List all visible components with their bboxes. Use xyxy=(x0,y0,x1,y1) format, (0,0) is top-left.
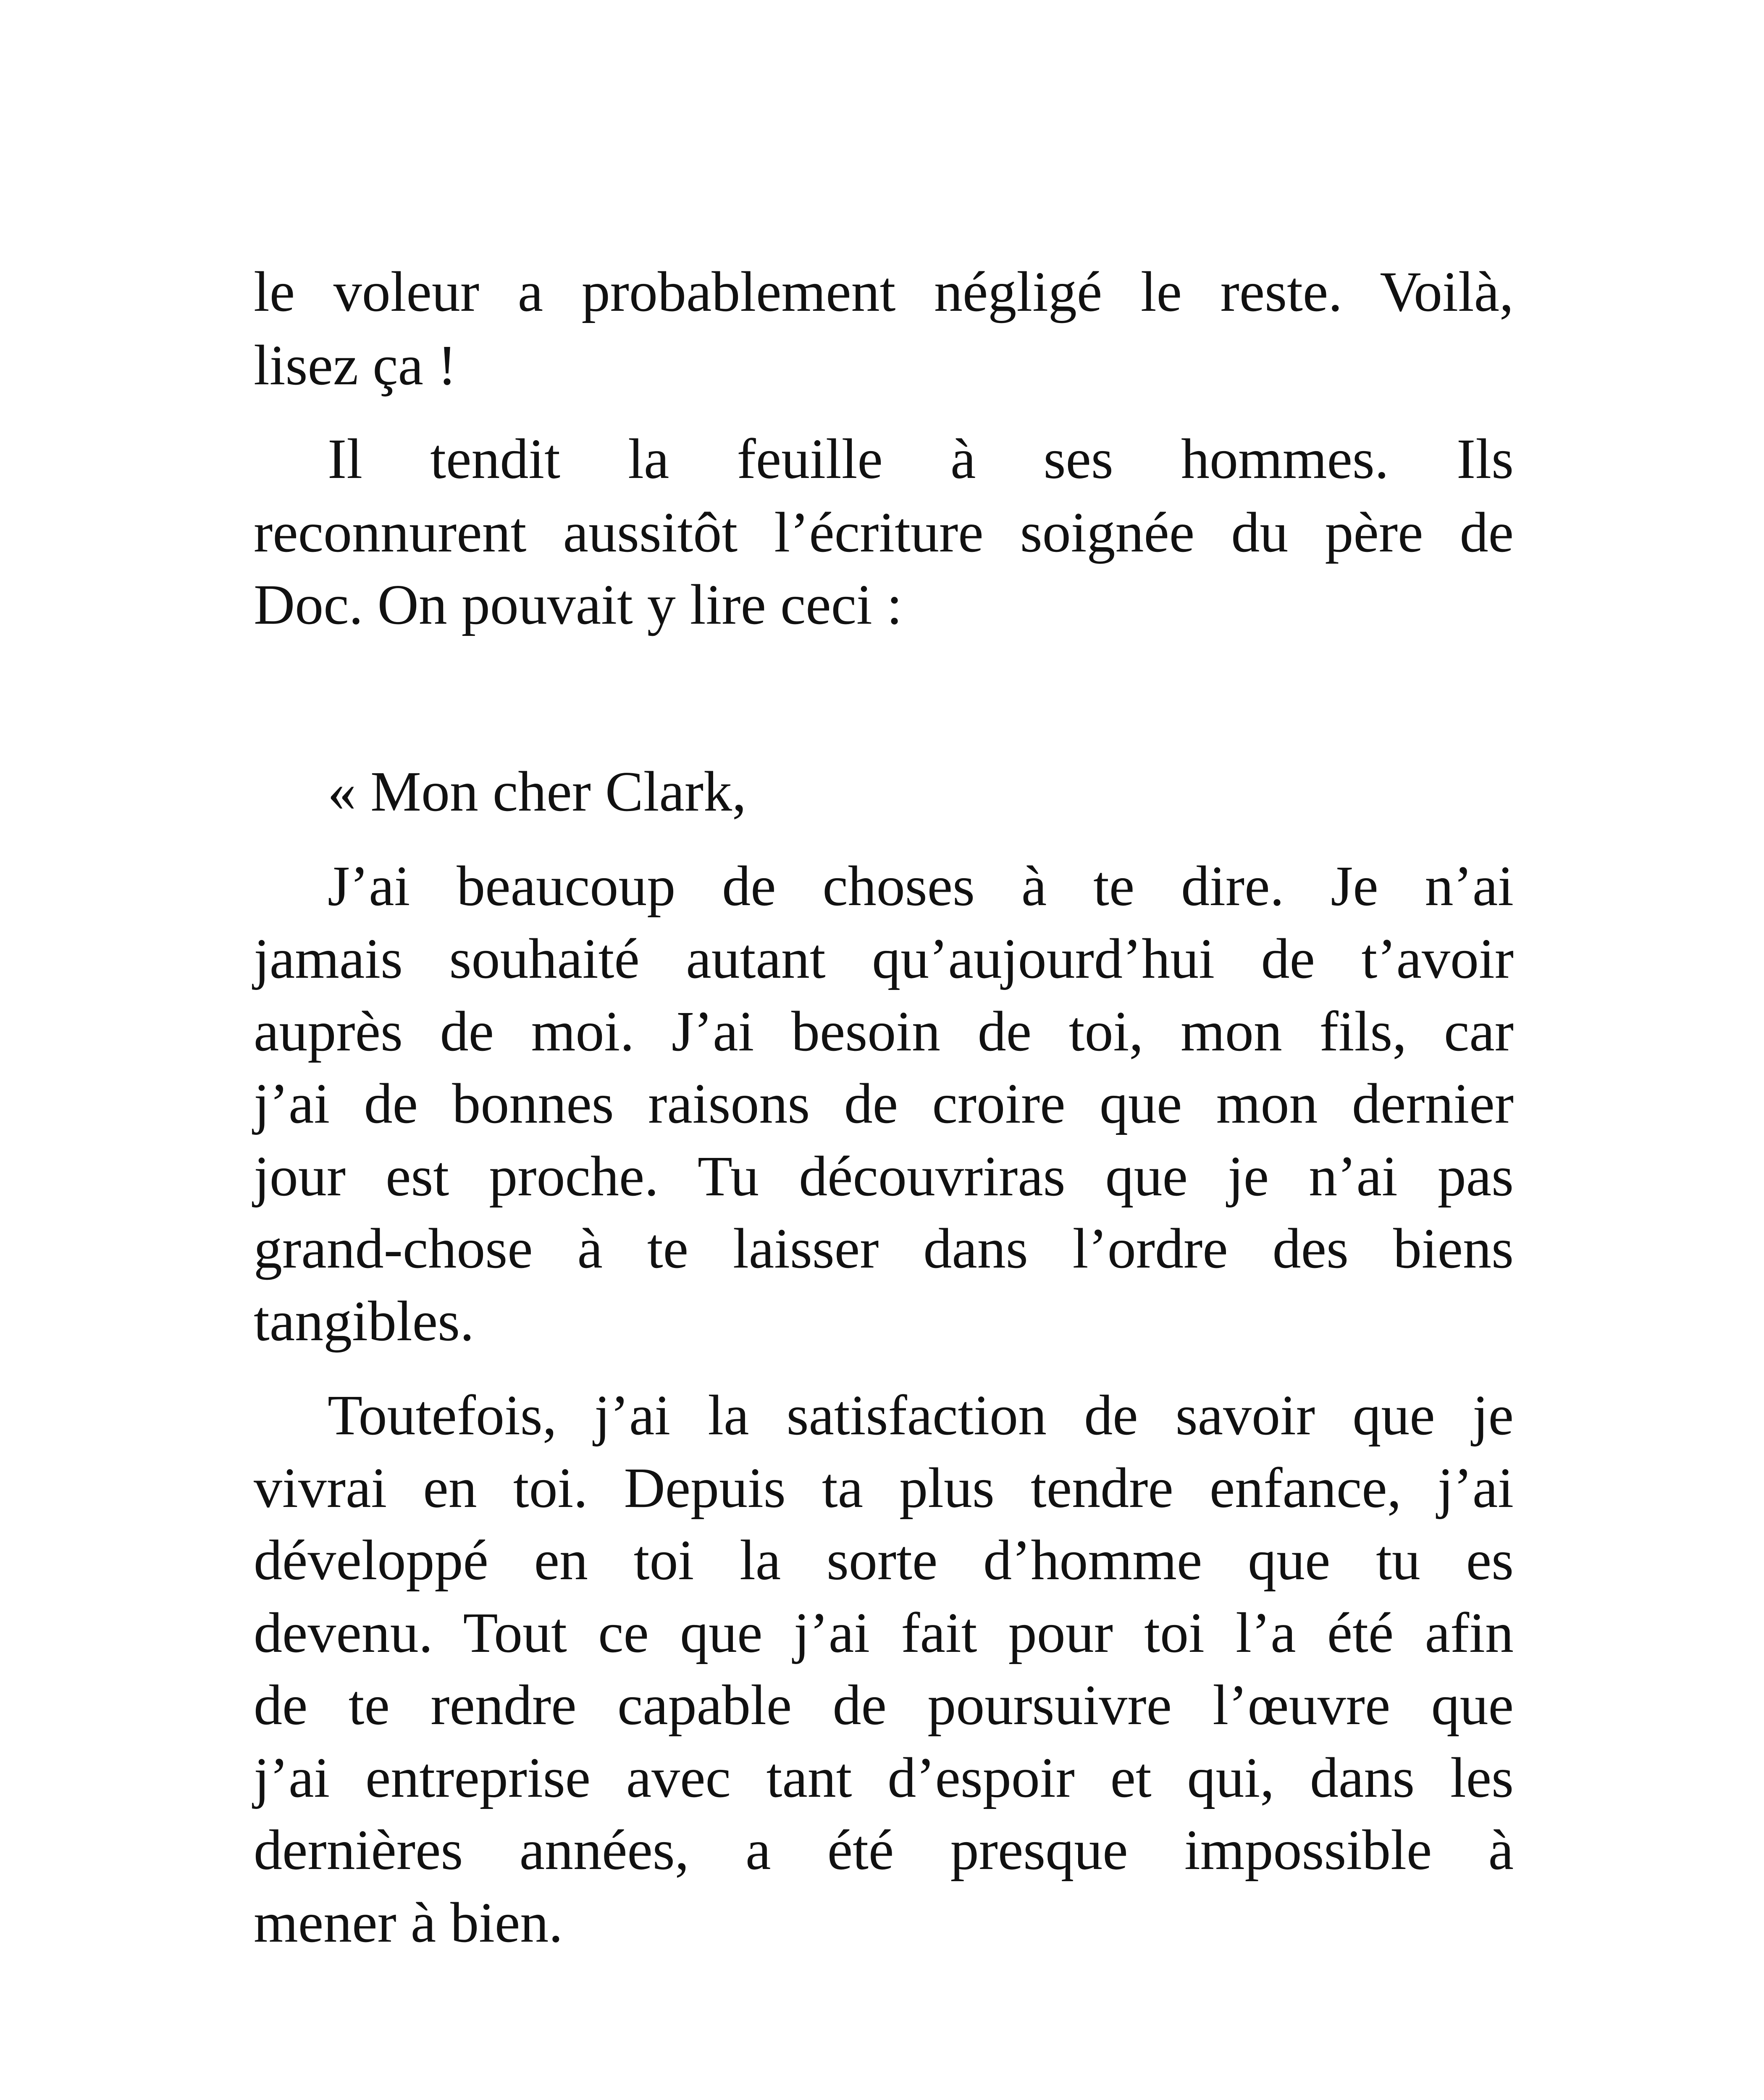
paragraph-first-line: Toutefois, j’ai la satisfaction de savoir que je xyxy=(328,1384,1514,1447)
text-line: le voleur a probablement négligé le reste. Voilà, xyxy=(254,260,1514,323)
text-line: tangibles. xyxy=(254,1290,475,1353)
text-line: reconnurent aussitôt l’écriture soignée du père de xyxy=(254,501,1514,564)
text-line: j’ai entreprise avec tant d’espoir et qui, dans les xyxy=(254,1746,1514,1809)
text-line: grand-chose à te laisser dans l’ordre des biens xyxy=(254,1217,1514,1280)
text-line: mener à bien. xyxy=(254,1891,563,1954)
text-line: Doc. On pouvait y lire ceci : xyxy=(254,573,903,636)
letter-salutation: « Mon cher Clark, xyxy=(328,760,747,823)
text-line: j’ai de bonnes raisons de croire que mon dernier xyxy=(254,1072,1514,1135)
text-line: vivrai en toi. Depuis ta plus tendre enfance, j’ai xyxy=(254,1457,1514,1520)
text-line: devenu. Tout ce que j’ai fait pour toi l’a été afin xyxy=(254,1601,1514,1664)
text-line: de te rendre capable de poursuivre l’œuvre que xyxy=(254,1674,1514,1737)
text-line: auprès de moi. J’ai besoin de toi, mon fils, car xyxy=(254,1000,1514,1063)
text-line: jamais souhaité autant qu’aujourd’hui de t’avoir xyxy=(254,927,1514,990)
paragraph-first-line: Il tendit la feuille à ses hommes. Ils xyxy=(328,428,1514,491)
text-line: jour est proche. Tu découvriras que je n’ai pas xyxy=(254,1145,1514,1208)
text-line: développé en toi la sorte d’homme que tu es xyxy=(254,1529,1514,1592)
paragraph-first-line: J’ai beaucoup de choses à te dire. Je n’ai xyxy=(328,855,1514,918)
text-line: dernières années, a été presque impossible à xyxy=(254,1819,1514,1882)
text-line: lisez ça ! xyxy=(254,334,457,397)
